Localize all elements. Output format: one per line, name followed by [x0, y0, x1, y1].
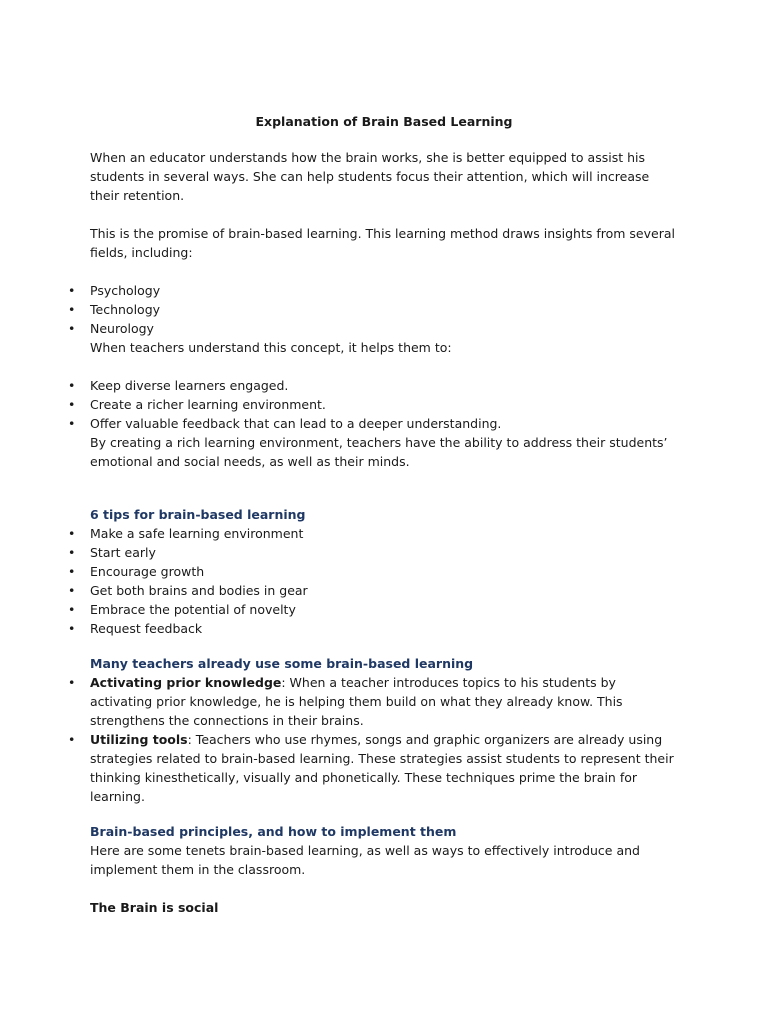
- list-item: • Get both brains and bodies in gear: [90, 581, 675, 600]
- list-item: • Create a richer learning environment.: [90, 395, 675, 414]
- item-text: : Teachers who use rhymes, songs and graphic organizers are already using strategies related to brain-based learning. These strategies assist students to represent their thinking kinesthetically, visually and phonetically. These techniques prime the brain for learning.: [90, 732, 674, 804]
- brain-social-heading: The Brain is social: [90, 900, 219, 915]
- tips-list: [90, 524, 675, 638]
- item-text: : When a teacher introduces topics to his students by activating prior knowledge, he is helping them build on what they already know. This strengthens the connections in their brains.: [90, 675, 623, 728]
- list-item: • Make a safe learning environment: [90, 524, 675, 543]
- list-item: • Embrace the potential of novelty: [90, 600, 675, 619]
- list-item: • Neurology: [90, 319, 675, 338]
- document-title: Explanation of Brain Based Learning: [255, 114, 513, 129]
- teacher-items-list: [90, 673, 675, 806]
- list-item: • Technology: [90, 300, 675, 319]
- item-term: Utilizing tools: [90, 732, 188, 747]
- tips-heading: 6 tips for brain-based learning: [90, 507, 306, 522]
- item-term: Activating prior knowledge: [90, 675, 282, 690]
- fields-list: [90, 281, 675, 338]
- list-item: • Keep diverse learners engaged.: [90, 376, 675, 395]
- teachers-heading: Many teachers already use some brain-based learning: [90, 656, 474, 671]
- list-item: • Request feedback: [90, 619, 675, 638]
- principles-heading: Brain-based principles, and how to implement them: [90, 824, 457, 839]
- promise-paragraph: This is the promise of brain-based learning. This learning method draws insights from several fields, including:: [90, 226, 675, 260]
- benefits-list: [90, 376, 675, 433]
- list-item: • Psychology: [90, 281, 675, 300]
- document-body: [90, 148, 675, 917]
- list-item: • Offer valuable feedback that can lead to a deeper understanding.: [90, 414, 675, 433]
- list-item: • Start early: [90, 543, 675, 562]
- environment-paragraph: By creating a rich learning environment, teachers have the ability to address their students’ emotional and social needs, as well as their minds.: [90, 435, 668, 469]
- list-item: [90, 673, 675, 730]
- understand-line: When teachers understand this concept, it helps them to:: [90, 340, 452, 355]
- list-item: • Encourage growth: [90, 562, 675, 581]
- intro-paragraph: When an educator understands how the brain works, she is better equipped to assist his students in several ways. She can help students focus their attention, which will increase their retention.: [90, 150, 650, 203]
- principles-paragraph: Here are some tenets brain-based learning, as well as ways to effectively introduce and implement them in the classroom.: [90, 843, 640, 877]
- list-item: [90, 730, 675, 806]
